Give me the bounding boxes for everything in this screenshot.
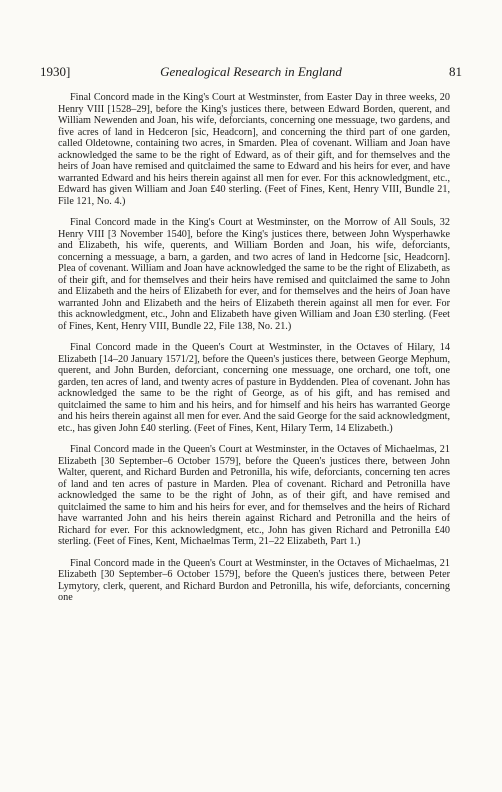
paragraph-3: Final Concord made in the Queen's Court at Westminster, in the Octaves of Hilary, 14 Elizabeth [14–20 January 1571/2], before the Queen's justices there, between George Mephum, querent, and John Burden, deforciant, concerning one messuage, one orchard, one toft, one garden, ten acres of land, and twenty acres of pasture in Byddenden. Plea of covenant. John has acknowledged the same to be the right of George, as of his gift, and has remised and quitclaimed the same to him and his heirs, and for himself and his heirs has warranted George and his heirs therein against all men for ever. And the said George for the said acknowledgment, etc., has given John £40 sterling. (Feet of Fines, Kent, Hilary Term, 14 Elizabeth.) <box>58 342 450 434</box>
paragraph-1: Final Concord made in the King's Court at Westminster, from Easter Day in three weeks, 20 Henry VIII [1528–29], before the King's justices there, between Edward Borden, querent, and William Newenden and Joan, his wife, deforciants, concerning one messuage, two gardens, and five acres of land in Hedceron [sic, Headcorn], and concerning the third part of one garden, called Oldetowne, containing two acres, in Smarden. Plea of covenant. William and Joan have acknowledged the same to be the right of Edward, as of their gift, and for themselves and the heirs of Joan have remised and quitclaimed the same to Edward and his heirs for ever, and have warranted Edward and his heirs therein against all men for ever. For this acknowledgment, etc., Edward has given William and Joan £40 sterling. (Feet of Fines, Kent, Henry VIII, Bundle 21, File 121, No. 4.) <box>58 92 450 207</box>
running-header <box>40 64 462 82</box>
paragraph-4: Final Concord made in the Queen's Court at Westminster, in the Octaves of Michaelmas, 21 Elizabeth [30 September–6 October 1579], before the Queen's justices there, between John Walter, querent, and Richard Burden and Petronilla, his wife, deforciants, concerning ten acres of land and ten acres of pasture in Marden. Plea of covenant. Richard and Petronilla have acknowledged the same to be the right of John, as of their gift, and have remised and quitclaimed the same to him and his heirs for ever, and for themselves and the heirs of Richard have warranted John and his heirs therein against Richard and Petronilla and the heirs of Richard for ever. For this acknowledgment, etc., John has given Richard and Petronilla £40 sterling. (Feet of Fines, Kent, Michaelmas Term, 21–22 Elizabeth, Part 1.) <box>58 444 450 547</box>
header-title: Genealogical Research in England <box>160 64 342 79</box>
header-year: 1930] <box>40 64 71 79</box>
paragraph-5: Final Concord made in the Queen's Court at Westminster, in the Octaves of Michaelmas, 21 Elizabeth [30 September–6 October 1579], before the Queen's justices there, between Peter Lymytory, clerk, querent, and Richard Burdon and Petronilla, his wife, deforciants, concerning one <box>58 557 450 603</box>
page-number: 81 <box>449 64 462 79</box>
paragraph-2: Final Concord made in the King's Court at Westminster, on the Morrow of All Souls, 32 Henry VIII [3 November 1540], before the King's justices there, between John Wysperhawke and Elizabeth, his wife, querents, and William Borden and Joan, his wife, deforciants, concerning a messuage, a barn, a garden, and two acres of land in Hedcorne [sic, Headcorn]. Plea of covenant. William and Joan have acknowledged the same to be the right of Elizabeth, as of their gift, and for themselves and their heirs have remised and quitclaimed the same to John and Elizabeth and the heirs of Elizabeth for ever, and for themselves and the heirs of Joan have warranted John and Elizabeth and the heirs of Elizabeth therein against all men for ever. For this acknowledgment, etc., John and Elizabeth have given William and Joan £30 sterling. (Feet of Fines, Kent, Henry VIII, Bundle 22, File 138, No. 21.) <box>58 217 450 332</box>
body-text <box>58 92 450 614</box>
